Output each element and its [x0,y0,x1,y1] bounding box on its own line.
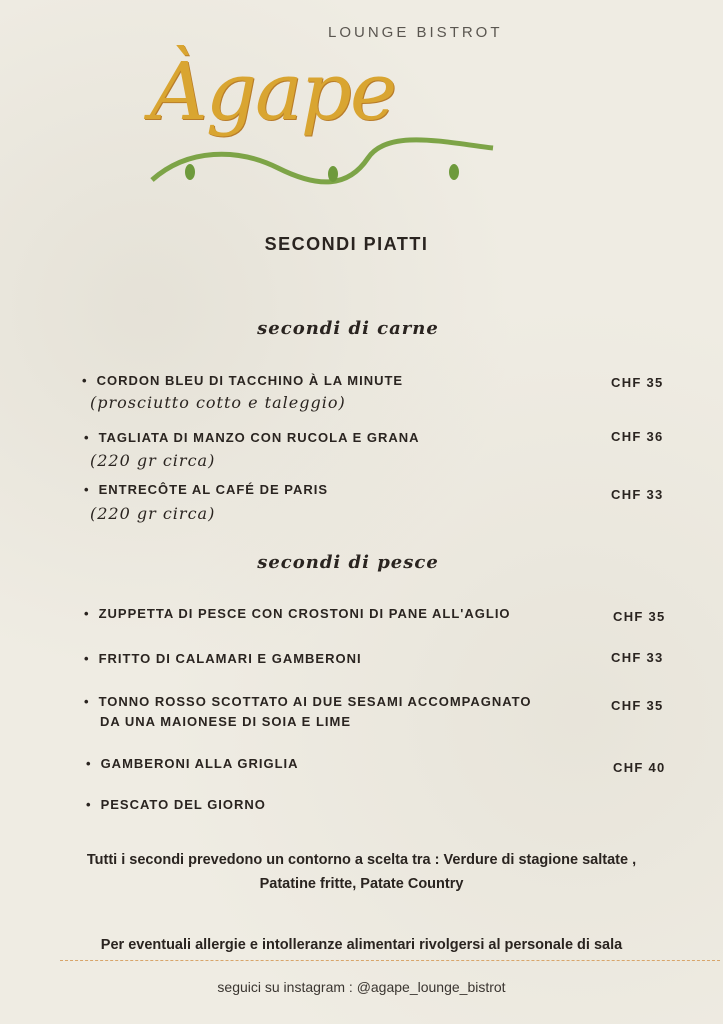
section-heading-pesce: secondi di pesce [257,552,439,573]
section-heading-carne: secondi di carne [257,318,439,339]
menu-item: • ZUPPETTA DI PESCE CON CROSTONI DI PANE ALL'AGLIO [84,604,511,624]
vine-icon [148,128,508,188]
menu-item: • CORDON BLEU DI TACCHINO À LA MINUTE [82,371,403,391]
page-title: SECONDI PIATTI [264,234,429,254]
menu-item: • ENTRECÔTE AL CAFÉ DE PARIS [84,480,328,500]
menu-item-price: CHF 35 [613,609,666,624]
menu-item-price: CHF 35 [611,375,664,390]
divider [60,960,720,961]
side-dish-note-2: Patatine fritte, Patate Country [259,876,464,892]
allergy-note: Per eventuali allergie e intolleranze alimentari rivolgersi al personale di sala [100,937,623,953]
menu-item-price: CHF 40 [613,760,666,775]
menu-item-price: CHF 33 [611,650,664,665]
menu-item: • FRITTO DI CALAMARI E GAMBERONI [84,649,362,669]
menu-item: • PESCATO DEL GIORNO [86,795,266,815]
logo-tagline: LOUNGE BISTROT [328,24,503,41]
menu-item-note: (prosciutto cotto e taleggio) [90,393,346,412]
menu-item-note: (220 gr circa) [90,504,216,523]
logo-wordmark: Àgape [150,45,396,138]
menu-item: • TAGLIATA DI MANZO CON RUCOLA E GRANA [84,428,420,448]
menu-item-price: CHF 35 [611,698,664,713]
instagram-link[interactable]: seguici su instagram : @agape_lounge_bistrot [217,979,506,995]
menu-item: • GAMBERONI ALLA GRIGLIA [86,754,299,774]
side-dish-note: Tutti i secondi prevedono un contorno a scelta tra : Verdure di stagione saltate , [86,852,637,868]
menu-item-continued: DA UNA MAIONESE DI SOIA E LIME [100,714,352,729]
menu-item-note: (220 gr circa) [90,451,216,470]
menu-item: • TONNO ROSSO SCOTTATO AI DUE SESAMI ACCOMPAGNATO [84,692,532,712]
menu-item-price: CHF 33 [611,487,664,502]
menu-item-price: CHF 36 [611,429,664,444]
